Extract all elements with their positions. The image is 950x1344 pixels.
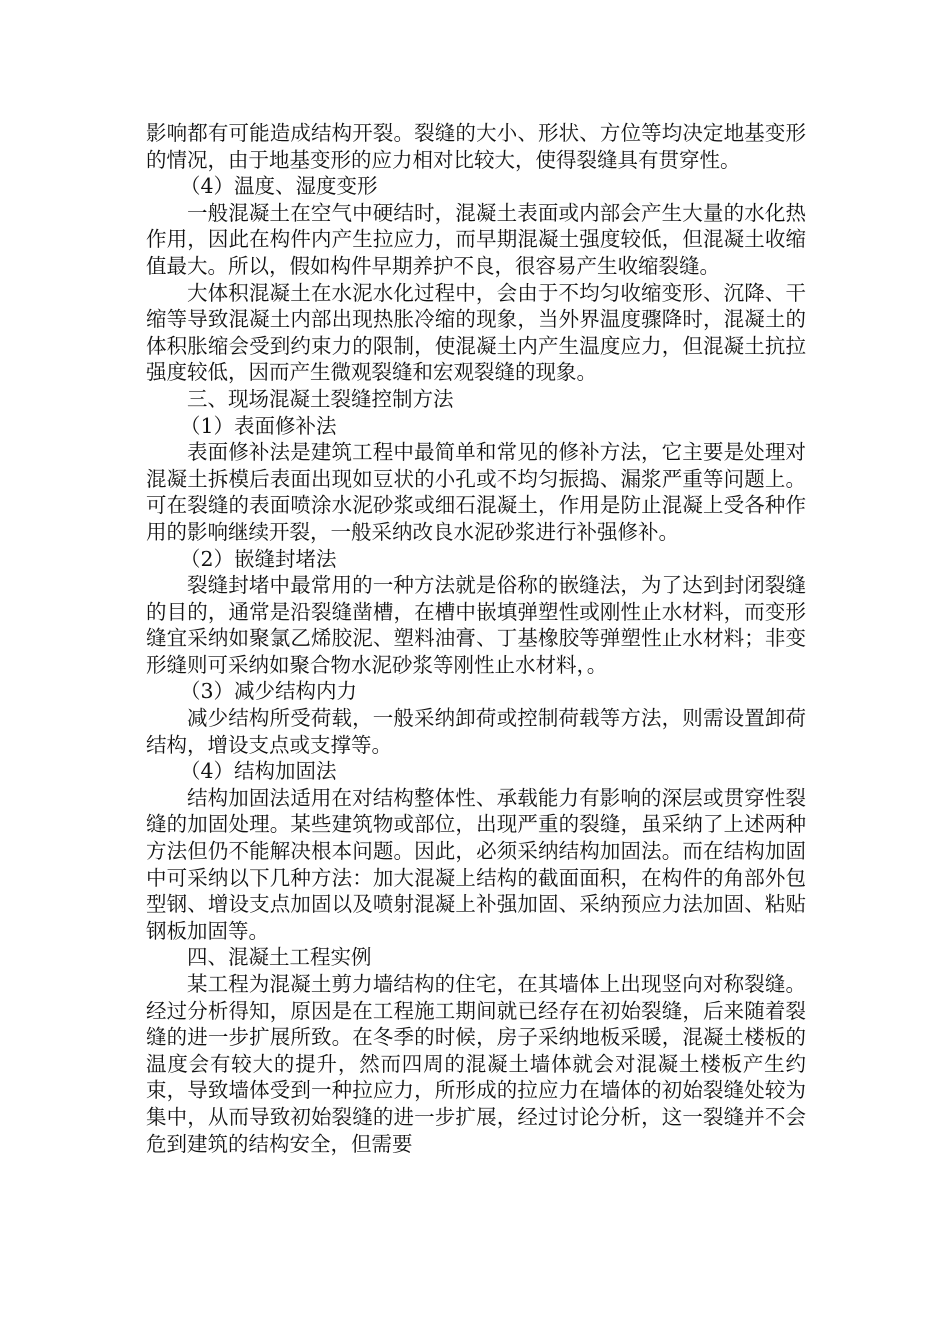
subheading-caulking-sealing: （2）嵌缝封堵法	[180, 546, 337, 571]
subheading-temperature-humidity: （4）温度、湿度变形	[180, 174, 378, 199]
paragraph: 表面修补法是建筑工程中最简单和常见的修补方法，它主要是处理对混凝土拆模后表面出现如豆状的小孔或不均匀振捣、漏浆严重等问题上。可在裂缝的表面喷涂水泥砂浆或细石混凝土，作用是防止混凝上受各种作用的影响继续开裂，一般采纳改良水泥砂浆进行补强修补。	[146, 440, 806, 544]
paragraph: 一般混凝土在空气中硬结时，混凝土表面或内部会产生大量的水化热作用，因此在构件内产生拉应力，而早期混凝土强度较低，但混凝土收缩值最大。所以，假如构件早期养护不良，很容易产生收缩裂缝。	[146, 200, 806, 278]
subheading-structural-reinforcement: （4）结构加固法	[180, 759, 337, 784]
paragraph: 裂缝封堵中最常用的一种方法就是俗称的嵌缝法，为了达到封闭裂缝的目的，通常是沿裂缝凿槽，在槽中嵌填弹塑性或刚性止水材料，而变形缝宜采纳如聚氯乙烯胶泥、塑料油膏、丁基橡胶等弹塑性止水材料；非变形缝则可采纳如聚合物水泥砂浆等刚性止水材料，。	[146, 573, 806, 677]
paragraph: 结构加固法适用在对结构整体性、承载能力有影响的深层或贯穿性裂缝的加固处理。某些建筑物或部位，出现严重的裂缝，虽采纳了上述两种方法但仍不能解决根本问题。因此，必须采纳结构加固法。而在结构加固中可采纳以下几种方法：加大混凝上结构的截面面积，在构件的角部外包型钢、增设支点加固以及喷射混凝上补强加固、采纳预应力法加固、粘贴钢板加固等。	[146, 785, 806, 943]
subheading-surface-repair: （1）表面修补法	[180, 413, 337, 438]
paragraph-continued: 影响都有可能造成结构开裂。裂缝的大小、形状、方位等均决定地基变形的情况，由于地基变形的应力相对比较大，使得裂缝具有贯穿性。	[146, 121, 806, 172]
paragraph: 某工程为混凝土剪力墙结构的住宅，在其墙体上出现竖向对称裂缝。经过分析得知，原因是在工程施工期间就已经存在初始裂缝，后来随着裂缝的进一步扩展所致。在冬季的时候，房子采纳地板采暖，混凝土楼板的温度会有较大的提升，然而四周的混凝土墙体就会对混凝土楼板产生约束，导致墙体受到一种拉应力，所形成的拉应力在墙体的初始裂缝处较为集中，从而导致初始裂缝的进一步扩展，经过讨论分析，这一裂缝并不会危到建筑的结构安全，但需要	[146, 972, 806, 1156]
subheading-reduce-internal-force: （3）减少结构内力	[180, 679, 358, 704]
document-page	[146, 120, 806, 1157]
section-heading-project-example: 四、混凝土工程实例	[187, 945, 372, 970]
section-heading-crack-control: 三、现场混凝土裂缝控制方法	[187, 386, 454, 411]
paragraph: 减少结构所受荷载，一般采纳卸荷或控制荷载等方法，则需设置卸荷结构，增设支点或支撑等。	[146, 706, 806, 757]
paragraph: 大体积混凝土在水泥水化过程中，会由于不均匀收缩变形、沉降、干缩等导致混凝土内部出现热胀冷缩的现象，当外界温度骤降时，混凝土的体积胀缩会受到约束力的限制，使混凝土内产生温度应力，但混凝土抗拉强度较低，因而产生微观裂缝和宏观裂缝的现象。	[146, 280, 806, 385]
